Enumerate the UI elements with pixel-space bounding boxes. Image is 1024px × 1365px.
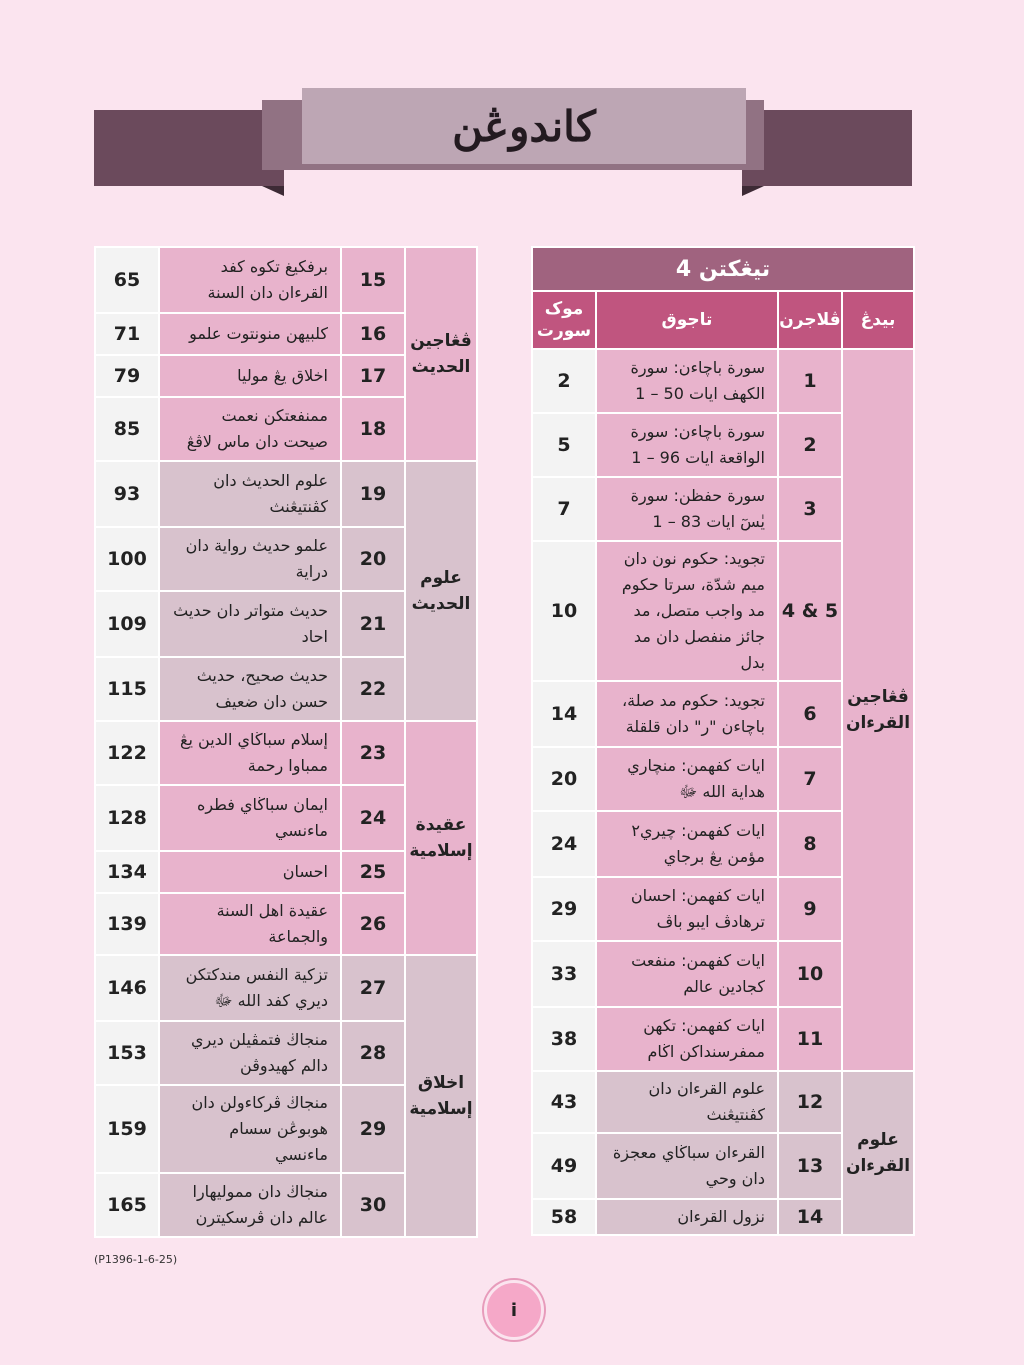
topic-cell: برفكيغ تكوه كفد القرءان دان السنة — [159, 247, 341, 313]
page-number-cell: 153 — [95, 1021, 159, 1085]
lesson-number-cell: 1 — [778, 349, 842, 413]
lesson-number-cell: 2 — [778, 413, 842, 477]
topic-cell: سورة حفظن: سورة يٰسٓ ايات 83 – 1 — [596, 477, 778, 541]
topic-cell: اخلاق يڠ موليا — [159, 355, 341, 397]
page-number-cell: 146 — [95, 955, 159, 1021]
ribbon-right-wing — [742, 110, 912, 186]
page-number-cell: 165 — [95, 1173, 159, 1237]
page-number-cell: 20 — [532, 747, 596, 811]
page-number-cell: 7 — [532, 477, 596, 541]
lesson-number-cell: 30 — [341, 1173, 405, 1237]
page-number-cell: 139 — [95, 893, 159, 955]
topic-cell: علوم الحديث دان كڤنتيڠنث — [159, 461, 341, 527]
table-row — [95, 247, 477, 313]
table-row — [95, 721, 477, 785]
lesson-number-cell: 25 — [341, 851, 405, 893]
document-code: (P1396-1-6-25) — [94, 1253, 178, 1266]
table-row — [95, 955, 477, 1021]
table-row — [532, 1071, 914, 1133]
page-number-cell: 33 — [532, 941, 596, 1007]
lesson-number-cell: 12 — [778, 1071, 842, 1133]
field-cell: علوم القرءان — [842, 1071, 914, 1235]
page-title: كاندوڠن — [302, 88, 746, 164]
page-number-cell: 58 — [532, 1199, 596, 1235]
page-number-cell: 5 — [532, 413, 596, 477]
topic-cell: تجويد: حكوم مد صلة، باچاءن "ر" دان قلقلة — [596, 681, 778, 747]
page-number-cell: 134 — [95, 851, 159, 893]
topic-cell: ايات كفهمن: تكهن ممفرسنداكن اڬام — [596, 1007, 778, 1071]
topic-cell: حديث متواتر دان حديث احاد — [159, 591, 341, 657]
page-number-cell: 93 — [95, 461, 159, 527]
topic-cell: تجويد: حكوم نون دان ميم شدّة، سرتا حكوم مد واجب متصل، مد جائز منفصل دان مد بدل — [596, 541, 778, 681]
lesson-number-cell: 8 — [778, 811, 842, 877]
field-cell: اخلاق إسلامية — [405, 955, 477, 1237]
page-number-cell: 100 — [95, 527, 159, 591]
field-cell: عقيدة إسلامية — [405, 721, 477, 955]
topic-cell: سورة باچاءن: سورة الكهف ايات 50 – 1 — [596, 349, 778, 413]
toc-table-continued — [94, 246, 478, 1238]
topic-cell: نزول القرءان — [596, 1199, 778, 1235]
lesson-number-cell: 16 — [341, 313, 405, 355]
page-number-cell: 128 — [95, 785, 159, 851]
topic-cell: ايات كفهمن: منچاري هداية الله ﷻ — [596, 747, 778, 811]
topic-cell: سورة باچاءن: سورة الواقعة ايات 96 – 1 — [596, 413, 778, 477]
page-number-cell: 29 — [532, 877, 596, 941]
field-cell: علوم الحديث — [405, 461, 477, 721]
lesson-number-cell: 10 — [778, 941, 842, 1007]
ribbon-left-fold — [262, 186, 284, 196]
lesson-number-cell: 20 — [341, 527, 405, 591]
page-number-cell: 85 — [95, 397, 159, 461]
lesson-number-cell: 11 — [778, 1007, 842, 1071]
lesson-number-cell: 21 — [341, 591, 405, 657]
page-number-cell: 38 — [532, 1007, 596, 1071]
lesson-number-cell: 6 — [778, 681, 842, 747]
page-number-cell: 14 — [532, 681, 596, 747]
topic-cell: منجاڬ ڤركاءولن دان هوبوڠن سسام ماءنسي — [159, 1085, 341, 1173]
lesson-number-cell: 27 — [341, 955, 405, 1021]
page-number-cell: 24 — [532, 811, 596, 877]
page-number-cell: 43 — [532, 1071, 596, 1133]
lesson-number-cell: 22 — [341, 657, 405, 721]
page-number-cell: 109 — [95, 591, 159, 657]
page-number-cell: 49 — [532, 1133, 596, 1199]
topic-cell: علمو حديث رواية دان دراية — [159, 527, 341, 591]
field-cell: ڤڠاجين القرءان — [842, 349, 914, 1071]
ribbon-right-fold — [742, 186, 764, 196]
page-number-cell: 10 — [532, 541, 596, 681]
page-number-cell: 159 — [95, 1085, 159, 1173]
column-header-page: موک سورت — [532, 291, 596, 349]
lesson-number-cell: 13 — [778, 1133, 842, 1199]
column-header-topic: تاجوق — [596, 291, 778, 349]
lesson-number-cell: 29 — [341, 1085, 405, 1173]
topic-cell: علوم القرءان دان كڤنتيڠنث — [596, 1071, 778, 1133]
topic-cell: عقيدة اهل السنة والجماعة — [159, 893, 341, 955]
lesson-number-cell: 15 — [341, 247, 405, 313]
topic-cell: منجاڬ فتمڤيلن ديري دالم كهيدوڤن — [159, 1021, 341, 1085]
lesson-number-cell: 7 — [778, 747, 842, 811]
lesson-number-cell: 28 — [341, 1021, 405, 1085]
page-number-cell: 79 — [95, 355, 159, 397]
lesson-number-cell: 4 & 5 — [778, 541, 842, 681]
table-title: تيڠكتن 4 — [532, 247, 914, 291]
lesson-number-cell: 19 — [341, 461, 405, 527]
topic-cell: حديث صحيح، حديث حسن دان ضعيف — [159, 657, 341, 721]
ribbon-left-wing — [94, 110, 284, 186]
page-number-cell: 71 — [95, 313, 159, 355]
lesson-number-cell: 24 — [341, 785, 405, 851]
page-number-cell: 2 — [532, 349, 596, 413]
topic-cell: ايات كفهمن: منفعت كجادين عالم — [596, 941, 778, 1007]
lesson-number-cell: 3 — [778, 477, 842, 541]
topic-cell: كلبيهن منونتوت علمو — [159, 313, 341, 355]
table-row — [532, 349, 914, 413]
column-header-lesson: ڤلاجرن — [778, 291, 842, 349]
topic-cell: احسان — [159, 851, 341, 893]
page-number-cell: 115 — [95, 657, 159, 721]
topic-cell: ممنفعتكن نعمت صيحت دان ماس لاڤڠ — [159, 397, 341, 461]
lesson-number-cell: 26 — [341, 893, 405, 955]
page-number-cell: 65 — [95, 247, 159, 313]
lesson-number-cell: 17 — [341, 355, 405, 397]
topic-cell: ايمان سباڬاي فطره ماءنسي — [159, 785, 341, 851]
lesson-number-cell: 9 — [778, 877, 842, 941]
topic-cell: القرءان سباڬاي معجزة دان وحي — [596, 1133, 778, 1199]
table-row — [95, 461, 477, 527]
column-header-field: بيدڠ — [842, 291, 914, 349]
topic-cell: منجاڬ دان مموليهارا عالم دان ڤرسكيترن — [159, 1173, 341, 1237]
lesson-number-cell: 23 — [341, 721, 405, 785]
lesson-number-cell: 18 — [341, 397, 405, 461]
toc-table-form4 — [531, 246, 915, 1236]
page-number-badge: i — [484, 1280, 544, 1340]
page-number-cell: 122 — [95, 721, 159, 785]
topic-cell: ايات كفهمن: احسان ترهادڤ ايبو باڤ — [596, 877, 778, 941]
lesson-number-cell: 14 — [778, 1199, 842, 1235]
topic-cell: تزكية النفس مندكتكن ديري كفد الله ﷻ — [159, 955, 341, 1021]
topic-cell: ايات كفهمن: چيري٢ مؤمن يڠ برجاي — [596, 811, 778, 877]
field-cell: ڤڠاجين الحديث — [405, 247, 477, 461]
topic-cell: إسلام سباڬاي الدين يڠ ممباوا رحمة — [159, 721, 341, 785]
